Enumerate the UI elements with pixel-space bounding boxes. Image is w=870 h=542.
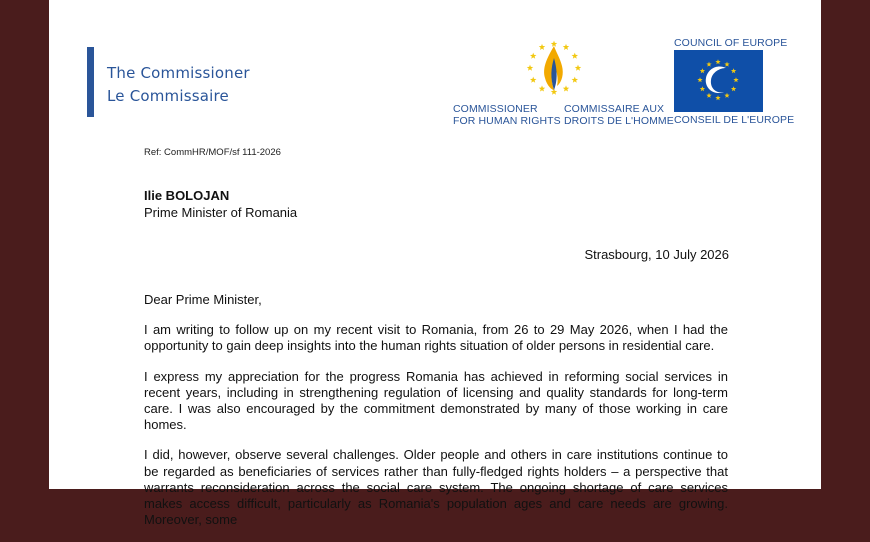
recipient-name: Ilie BOLOJAN bbox=[144, 188, 230, 203]
letter-date: Strasbourg, 10 July 2026 bbox=[584, 247, 729, 262]
commissioner-flame-logo-icon bbox=[518, 38, 590, 98]
commissioner-title-fr: Le Commissaire bbox=[107, 87, 229, 105]
star-icon bbox=[530, 53, 536, 59]
star-icon bbox=[527, 65, 533, 71]
chr-name-fr bbox=[564, 103, 674, 127]
paragraph-1: I am writing to follow up on my recent visit to Romania, from 26 to 29 May 2026, when I had the opportunity to gain deep insights into the human rights situation of older persons in residential care. bbox=[144, 322, 728, 354]
recipient-title: Prime Minister of Romania bbox=[144, 205, 298, 220]
star-icon bbox=[572, 77, 578, 83]
star-icon bbox=[539, 85, 545, 91]
star-icon bbox=[530, 77, 536, 83]
star-icon bbox=[539, 44, 545, 50]
reference-number: Ref: CommHR/MOF/sf 111-2026 bbox=[144, 147, 281, 158]
star-icon bbox=[563, 85, 569, 91]
chr-name-en-line2: FOR HUMAN RIGHTS bbox=[453, 115, 561, 127]
star-icon bbox=[563, 44, 569, 50]
commissioner-title bbox=[107, 62, 250, 108]
salutation: Dear Prime Minister, bbox=[144, 292, 262, 307]
coe-name-en: COUNCIL OF EUROPE bbox=[674, 37, 788, 49]
chr-name-en bbox=[453, 103, 561, 127]
letter-page bbox=[49, 0, 821, 528]
recipient-block bbox=[144, 187, 297, 221]
commissioner-title-en: The Commissioner bbox=[107, 64, 250, 82]
chr-name-fr-line2: DROITS DE L'HOMME bbox=[564, 115, 674, 127]
coe-flag-logo-icon bbox=[674, 50, 763, 112]
paragraph-3: I did, however, observe several challenges. Older people and others in care institutions continue to be regarded as beneficiaries of services rather than fully-fledged rights holders – a perspective that warrants reconsideration across the social care system. The ongoing shortage of care services makes access difficult, particularly as Romania's population ages and care needs are growing. Moreover, some bbox=[144, 447, 728, 528]
chr-name-en-line1: COMMISSIONER bbox=[453, 103, 538, 115]
star-icon bbox=[575, 65, 581, 71]
chr-name-fr-line1: COMMISSAIRE AUX bbox=[564, 103, 665, 115]
star-icon bbox=[551, 41, 557, 47]
star-icon bbox=[572, 53, 578, 59]
paragraph-2: I express my appreciation for the progress Romania has achieved in reforming social services in recent years, including in strengthening regulation of licensing and quality standards for long-term care. I was also encouraged by the commitment demonstrated by many of those working in care homes. bbox=[144, 368, 728, 433]
coe-name-fr: CONSEIL DE L'EUROPE bbox=[674, 114, 795, 126]
title-accent-bar bbox=[87, 47, 94, 117]
letter-body bbox=[144, 292, 728, 542]
